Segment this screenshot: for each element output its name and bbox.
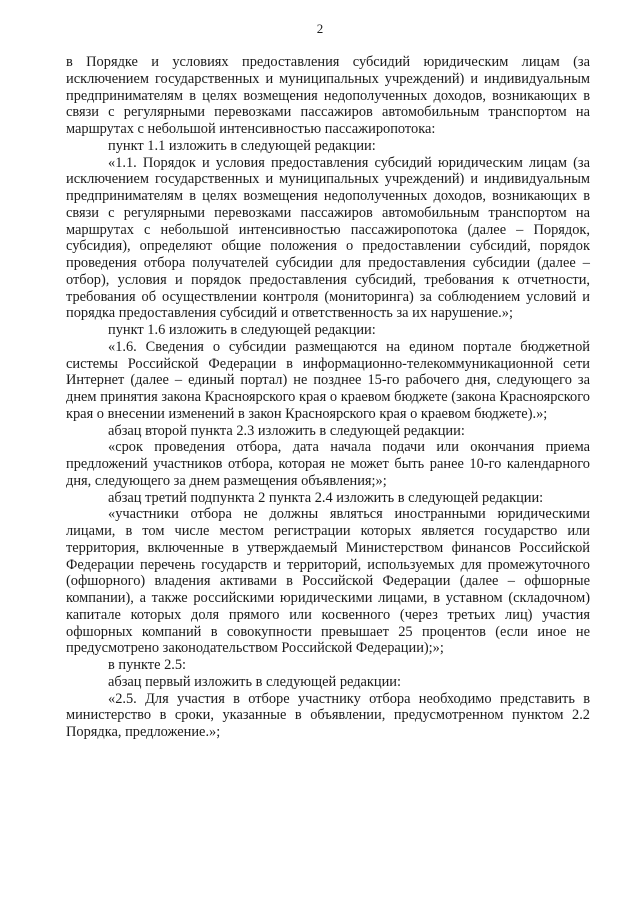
paragraph-clause-1-1: «1.1. Порядок и условия предоставления субсидий юридическим лицам (за исключением государственных и муниципальных учреждений) и индивидуальным предпринимателям в целях возмещения недополученных доходов, возникающих в связи с регулярными перевозками пассажиров автомобильным транспортом на маршрутах с небольшой интенсивностью пассажиропотока (далее – Порядок, субсидия), определяют общие положения о предоставлении субсидий, порядок проведения отбора получателей субсидии для предоставления субсидии (далее – отбор), условия и порядок предоставления субсидий, требования к отчетности, требования об осуществлении контроля (мониторинга) за соблюдением условий и порядка предоставления субсидий и ответственность за их нарушение.»; (66, 154, 590, 322)
paragraph-clause-1-6: «1.6. Сведения о субсидии размещаются на едином портале бюджетной системы Российской Федерации в информационно-телекоммуникационной сети Интернет (далее – единый портал) не позднее 15-го рабочего дня, следующего за днем принятия закона Красноярского края о краевом бюджете (закона Красноярского края о внесении изменений в закон Красноярского края о краевом бюджете).»; (66, 338, 590, 422)
paragraph-instruction-1-1: пункт 1.1 изложить в следующей редакции: (108, 137, 376, 154)
paragraph-clause-2-5: «2.5. Для участия в отборе участнику отбора необходимо представить в министерство в сроки, указанные в объявлении, предусмотренном пунктом 2.2 Порядка, предложение.»; (66, 690, 590, 740)
paragraph-instruction-2-4: абзац третий подпункта 2 пункта 2.4 изложить в следующей редакции: (108, 489, 544, 506)
page-number: 2 (316, 21, 324, 36)
paragraph-clause-2-4: «участники отбора не должны являться иностранными юридическими лицами, в том числе местом регистрации которых является государство или территория, включенные в утверждаемый Министерством финансов Российской Федерации перечень государств и территорий, используемых для промежуточного (офшорного) владения активами в Российской Федерации (далее – офшорные компании), а также российскими юридическими лицами, в уставном (складочном) капитале которых доля прямого или косвенного (через третьих лиц) участия офшорных компаний в совокупности превышает 25 процентов (если иное не предусмотрено законодательством Российской Федерации);»; (66, 506, 590, 657)
paragraph-clause-2-3: «срок проведения отбора, дата начала подачи или окончания приема предложений участников отбора, которая не может быть ранее 10-го календарного дня, следующего за днем размещения объявления;»; (66, 439, 590, 489)
paragraph-intro: в Порядке и условиях предоставления субсидий юридическим лицам (за исключением государственных и муниципальных учреждений) и индивидуальным предпринимателям в целях возмещения недополученных доходов, возникающих в связи с регулярными перевозками пассажиров автомобильным транспортом на маршрутах с небольшой интенсивностью пассажиропотока: (66, 54, 590, 137)
paragraph-instruction-1-6: пункт 1.6 изложить в следующей редакции: (108, 322, 376, 338)
paragraph-instruction-2-5-first: абзац первый изложить в следующей редакции: (108, 673, 402, 690)
paragraph-instruction-2-5: в пункте 2.5: (108, 657, 187, 673)
paragraph-instruction-2-3: абзац второй пункта 2.3 изложить в следующей редакции: (108, 422, 465, 439)
document-body (66, 54, 590, 741)
